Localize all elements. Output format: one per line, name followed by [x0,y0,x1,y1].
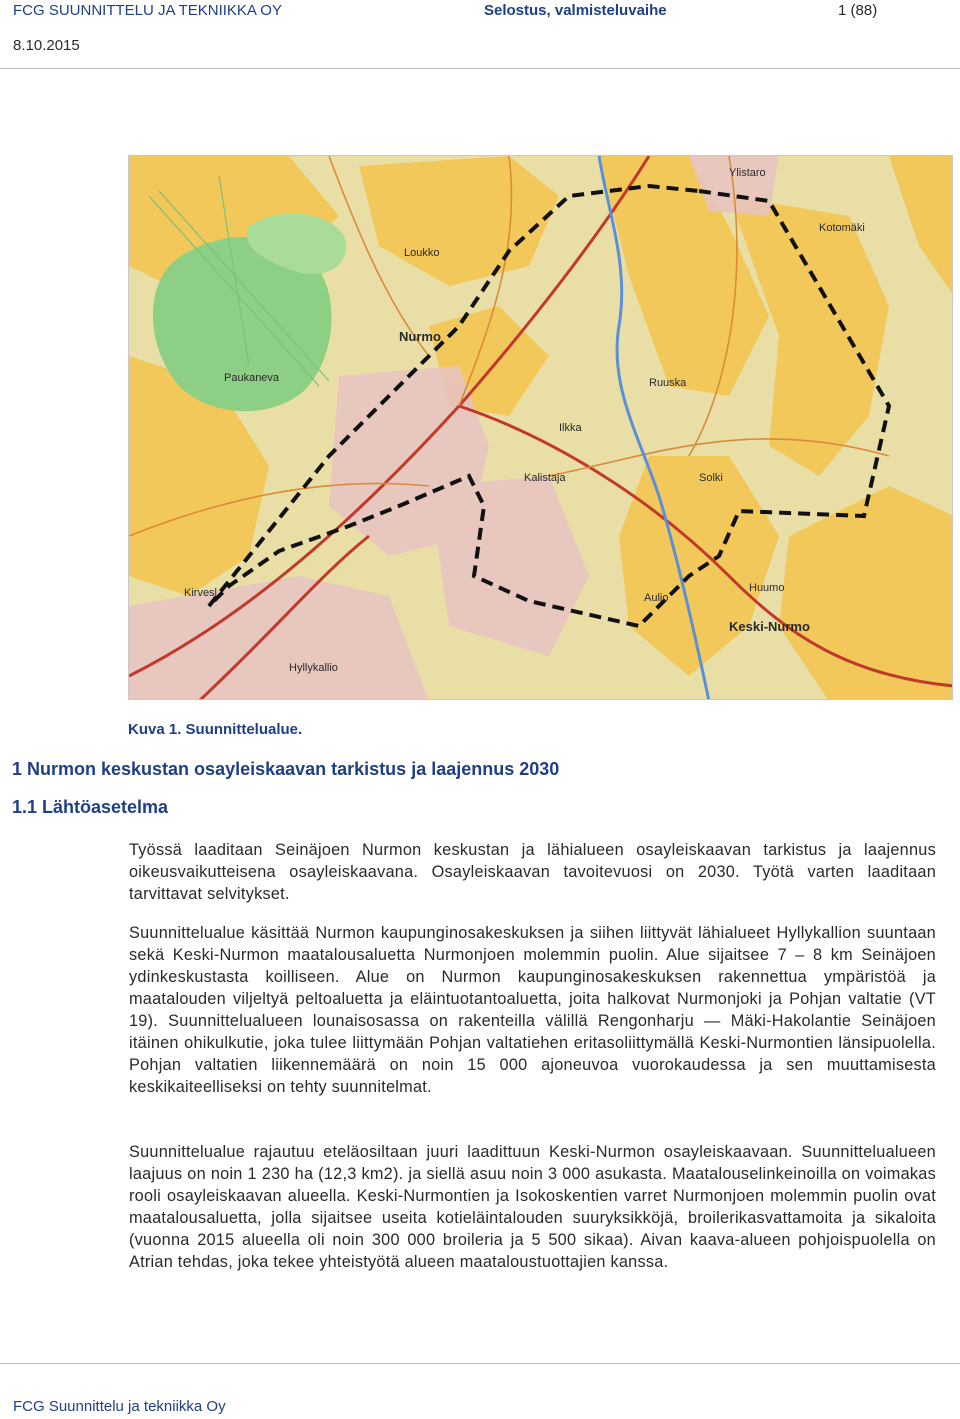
map-label-hyllykallio: Hyllykallio [289,662,338,674]
map-label-loukko: Loukko [404,247,440,259]
map-label-ruuska: Ruuska [649,377,687,389]
footer-company: FCG Suunnittelu ja tekniikka Oy [13,1398,226,1415]
map-label-kalistaja: Kalistaja [524,472,566,484]
section-heading-1-1: 1.1 Lähtöasetelma [12,797,169,817]
map-label-aulio: Aulio [644,592,669,604]
map-label-keski-nurmo: Keski-Nurmo [729,619,810,634]
header-date: 8.10.2015 [13,37,80,54]
paragraph-2: Suunnittelualue käsittää Nurmon kaupunginosakeskuksen ja siihen liittyvät lähialueet Hyllykallion suuntaan sekä Keski-Nurmon maatalousaluetta Nurmonjoen molemmin puolin. Alue sijaitsee 7 – 8 km Seinäjoen ydinkeskustasta koilliseen. Alue on Nurmon kaupunginosakeskuksen rakennettua ympäristöä ja maatalouden viljeltyä peltoaluetta ja eläintuotantoaluetta, joita halkovat Nurmonjoki ja Pohjan valtatie (VT 19). Suunnittelualueen lounaisosassa on rakenteilla välillä Rengonharju — Mäki-Hakolantie Seinäjoen itäinen ohikulkutie, joka tulee liittymään Pohjan valtatiehen eritasoliittymällä Keski-Nurmontien länsipuolella. Pohjan valtatien liikennemäärä on noin 15 000 ajoneuvoa vuorokaudessa ja sen muuttamisesta keskikaiteelliseksi on tehty suunnitelmat. [129,924,936,1096]
header-divider [0,68,960,69]
map-label-kirvesl: Kirvesl [184,587,218,599]
footer-divider [0,1363,960,1364]
paragraph-1: Työssä laaditaan Seinäjoen Nurmon keskustan ja lähialueen osayleiskaavan tarkistus ja laajennus oikeusvaikutteisena osayleiskaavana. Osayleiskaavan tavoitevuosi on 2030. Työtä varten laaditaan tarvittavat selvitykset. [129,841,936,903]
map-label-kotomaki: Kotomäki [819,222,865,234]
section-heading-1: 1 Nurmon keskustan osayleiskaavan tarkistus ja laajennus 2030 [12,759,560,779]
paragraph-3: Suunnittelualue rajautuu eteläosiltaan juuri laadittuun Keski-Nurmon osayleiskaavaan. Suunnittelualueen laajuus on noin 1 230 ha (12,3 km2). ja siellä asuu noin 3 000 asukasta. Maatalouselinkeinoilla on voimakas rooli osayleiskaavan alueella. Keski-Nurmontien ja Isokoskentien varret Nurmonjoen molemmin puolin ovat maatalousaluetta, jolla sijaitsee useita kotieläintalouden suuryksikköjä, broilerikasvattamoita ja sikaloita (vuonna 2015 alueella oli noin 300 000 broileria ja 5 500 sikaa). Aivan kaava-alueen pohjoispuolella on Atrian tehdas, joka tekee yhteistyötä alueen maataloustuottajien kanssa. [129,1143,936,1271]
map-figure [129,156,953,700]
figure-caption: Kuva 1. Suunnittelualue. [128,721,303,738]
header-company: FCG SUUNNITTELU JA TEKNIIKKA OY [13,2,282,19]
page-header [0,0,960,70]
header-page-number: 1 (88) [838,2,878,19]
map-label-huumo: Huumo [749,582,785,594]
header-document-title: Selostus, valmisteluvaihe [484,2,667,19]
map-label-solki: Solki [699,472,723,484]
map-label-ylistaro: Ylistaro [729,167,766,179]
planning-area-map [128,155,953,700]
map-label-nurmo: Nurmo [399,329,441,344]
map-label-ilkka: Ilkka [559,422,582,434]
map-label-paukaneva: Paukaneva [224,372,280,384]
